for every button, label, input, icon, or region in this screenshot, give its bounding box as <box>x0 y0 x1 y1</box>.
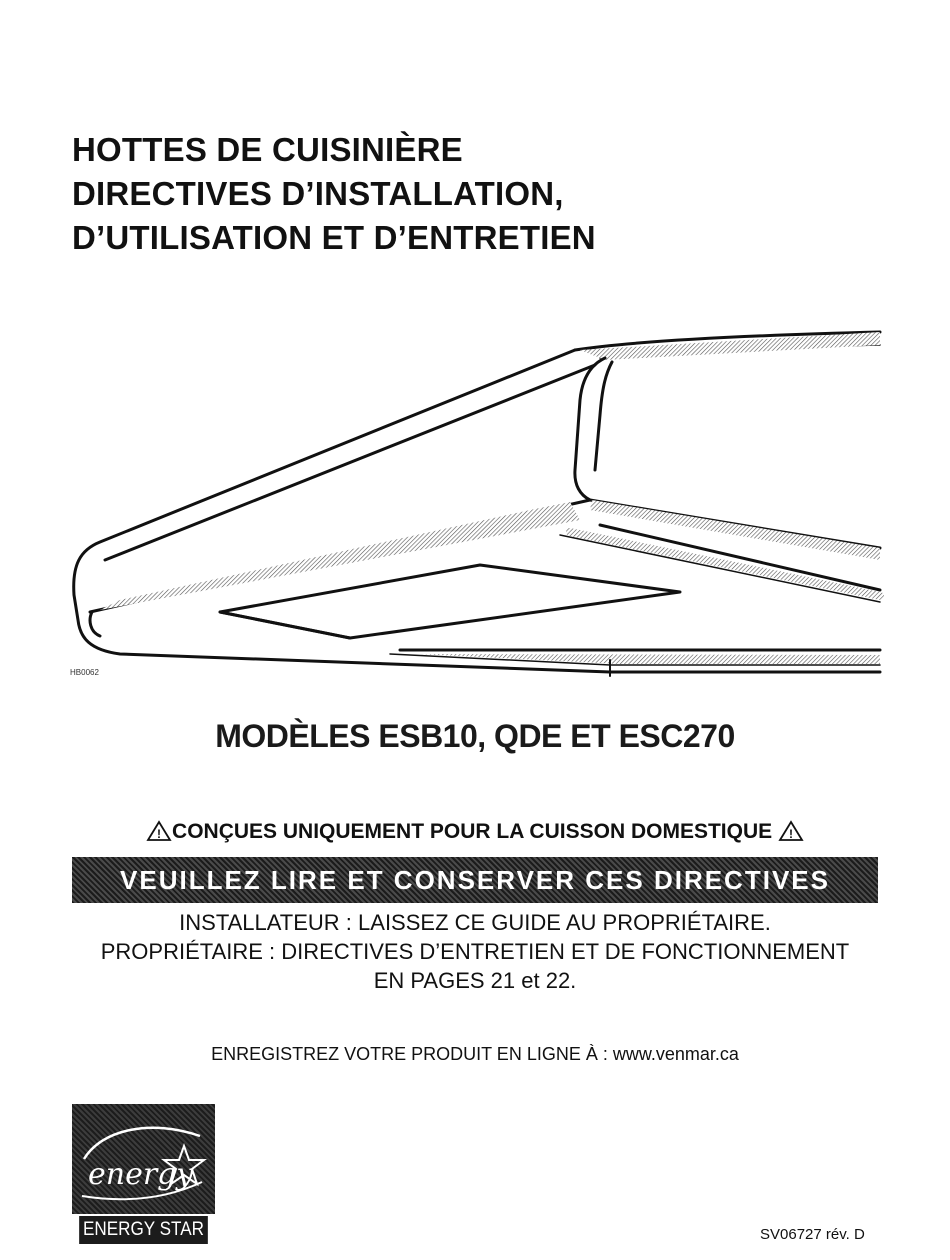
range-hood-illustration <box>60 320 890 690</box>
svg-text:!: ! <box>157 827 162 841</box>
energy-star-logo <box>72 1104 215 1244</box>
title-line-2: DIRECTIVES D’INSTALLATION, <box>72 175 564 212</box>
read-and-keep-banner: VEUILLEZ LIRE ET CONSERVER CES DIRECTIVES <box>72 857 878 903</box>
energy-star-mark-icon <box>72 1104 215 1214</box>
info-line-3: EN PAGES 21 et 22. <box>373 968 577 993</box>
title-line-1: HOTTES DE CUISINIÈRE <box>72 131 463 168</box>
info-line-1: INSTALLATEUR : LAISSEZ CE GUIDE AU PROPRIÉTAIRE. <box>179 910 771 935</box>
models-heading: MODÈLES ESB10, QDE ET ESC270 <box>215 718 735 754</box>
energy-star-label: ENERGY STAR <box>79 1216 208 1244</box>
document-number: SV06727 rév. D <box>760 1226 865 1243</box>
register-online: ENREGISTREZ VOTRE PRODUIT EN LIGNE À : www.venmar.ca <box>211 1044 739 1064</box>
energy-star-graphic <box>72 1104 215 1214</box>
svg-text:!: ! <box>788 827 793 841</box>
figure-code: HB0062 <box>70 668 99 677</box>
warning-triangle-icon <box>146 820 172 842</box>
info-line-2: PROPRIÉTAIRE : DIRECTIVES D’ENTRETIEN ET DE FONCTIONNEMENT <box>100 939 850 964</box>
title-line-3: D’UTILISATION ET D’ENTRETIEN <box>72 219 596 256</box>
instructions-info <box>0 908 950 995</box>
document-title <box>72 128 596 260</box>
warning-line <box>0 820 950 844</box>
warning-text: CONÇUES UNIQUEMENT POUR LA CUISSON DOMESTIQUE <box>172 820 773 843</box>
warning-triangle-icon <box>778 820 804 842</box>
energy-script: energy <box>88 1157 194 1192</box>
